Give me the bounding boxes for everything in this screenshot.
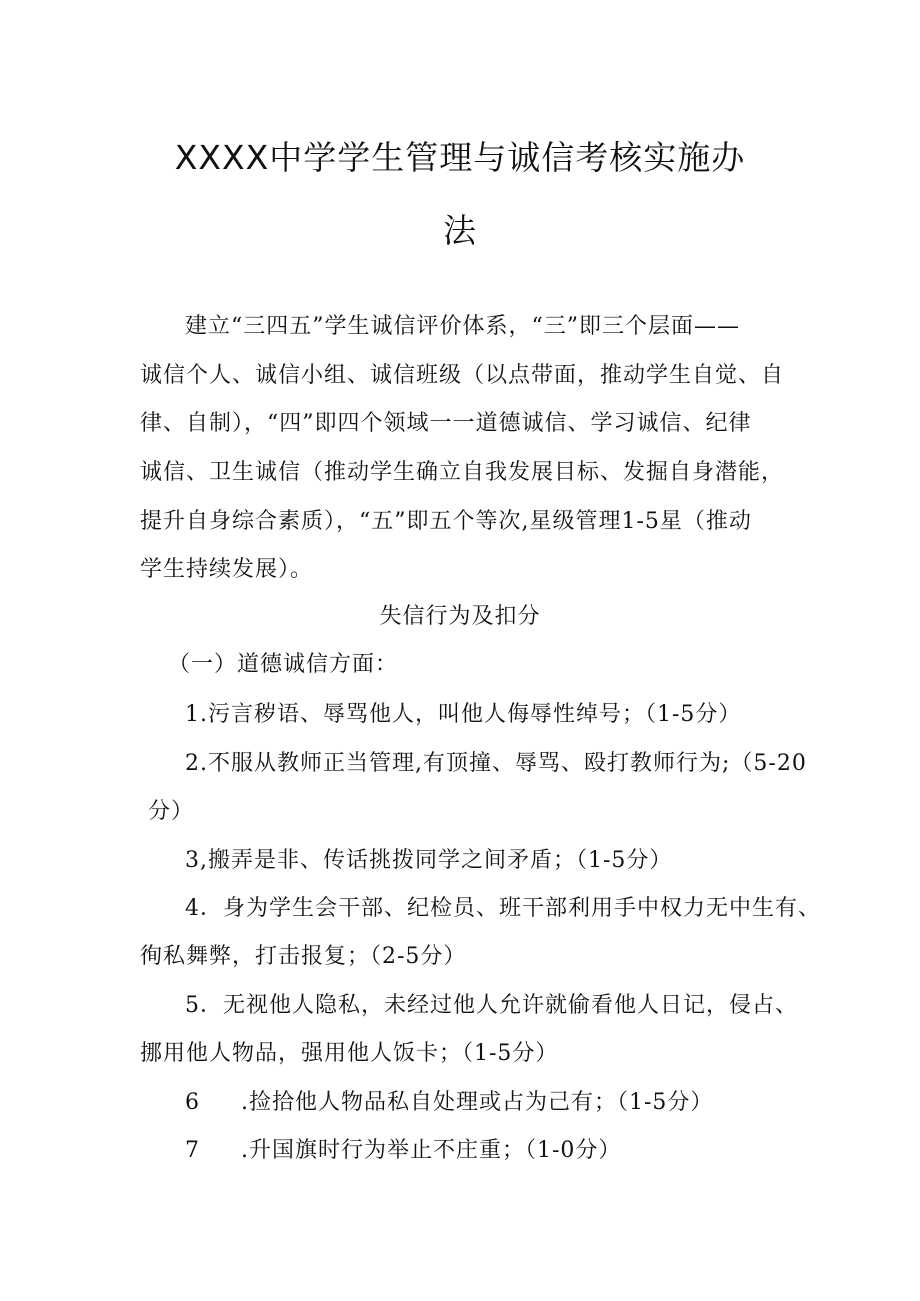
intro-line-2: 诚信个人、诚信小组、诚信班级（以点带面，推动学生自觉、自 <box>140 363 785 388</box>
intro-line-4: 诚信、卫生诚信（推动学生确立自我发展目标、发掘自身潜能， <box>140 460 785 485</box>
item-5-line-2: 挪用他人物品，强用他人饭卡；（1-5分） <box>140 1041 559 1066</box>
item-1: 1.污言秽语、辱骂他人，叫他人侮辱性绰号；（1-5分） <box>185 702 742 727</box>
item-6-text: .捡拾他人物品私自处理或占为己有；（1-5分） <box>241 1090 714 1115</box>
section-heading: 失信行为及扣分 <box>379 604 541 629</box>
document-title-line-2: 法 <box>443 211 477 250</box>
item-5-line-1: 5．无视他人隐私，未经过他人允许就偷看他人日记，侵占、 <box>185 993 798 1018</box>
item-2-line-1: 2.不服从教师正当管理,有顶撞、辱骂、殴打教师行为;（5-20 <box>185 751 807 776</box>
intro-line-6: 学生持续发展）。 <box>140 557 314 582</box>
item-3: 3,搬弄是非、传话挑拨同学之间矛盾；（1-5分） <box>185 848 673 873</box>
item-6 <box>185 1088 713 1118</box>
intro-line-1: 建立“三四五”学生诚信评价体系，“三”即三个层面—— <box>185 314 740 339</box>
intro-line-3: 律、自制），“四”即四个领域一一道德诚信、学习诚信、纪律 <box>140 411 752 436</box>
subsection-heading: （一）道德诚信方面： <box>168 652 399 677</box>
item-4-line-1: 4．身为学生会干部、纪检员、班干部利用手中权力无中生有、 <box>185 896 821 921</box>
item-6-number: 6 <box>185 1090 200 1115</box>
item-7-text: .升国旗时行为举止不庄重；（1-0分） <box>241 1138 622 1163</box>
item-4-line-2: 徇私舞弊，打击报复；（2-5分） <box>140 944 467 969</box>
item-7 <box>185 1136 621 1166</box>
document-title-line-1: XXXX中学学生管理与诚信考核实施办 <box>174 138 746 177</box>
item-2-line-2: 分） <box>148 799 195 824</box>
intro-line-5: 提升自身综合素质），“五”即五个等次,星级管理1-5星（推动 <box>140 509 752 534</box>
item-7-number: 7 <box>185 1138 200 1163</box>
